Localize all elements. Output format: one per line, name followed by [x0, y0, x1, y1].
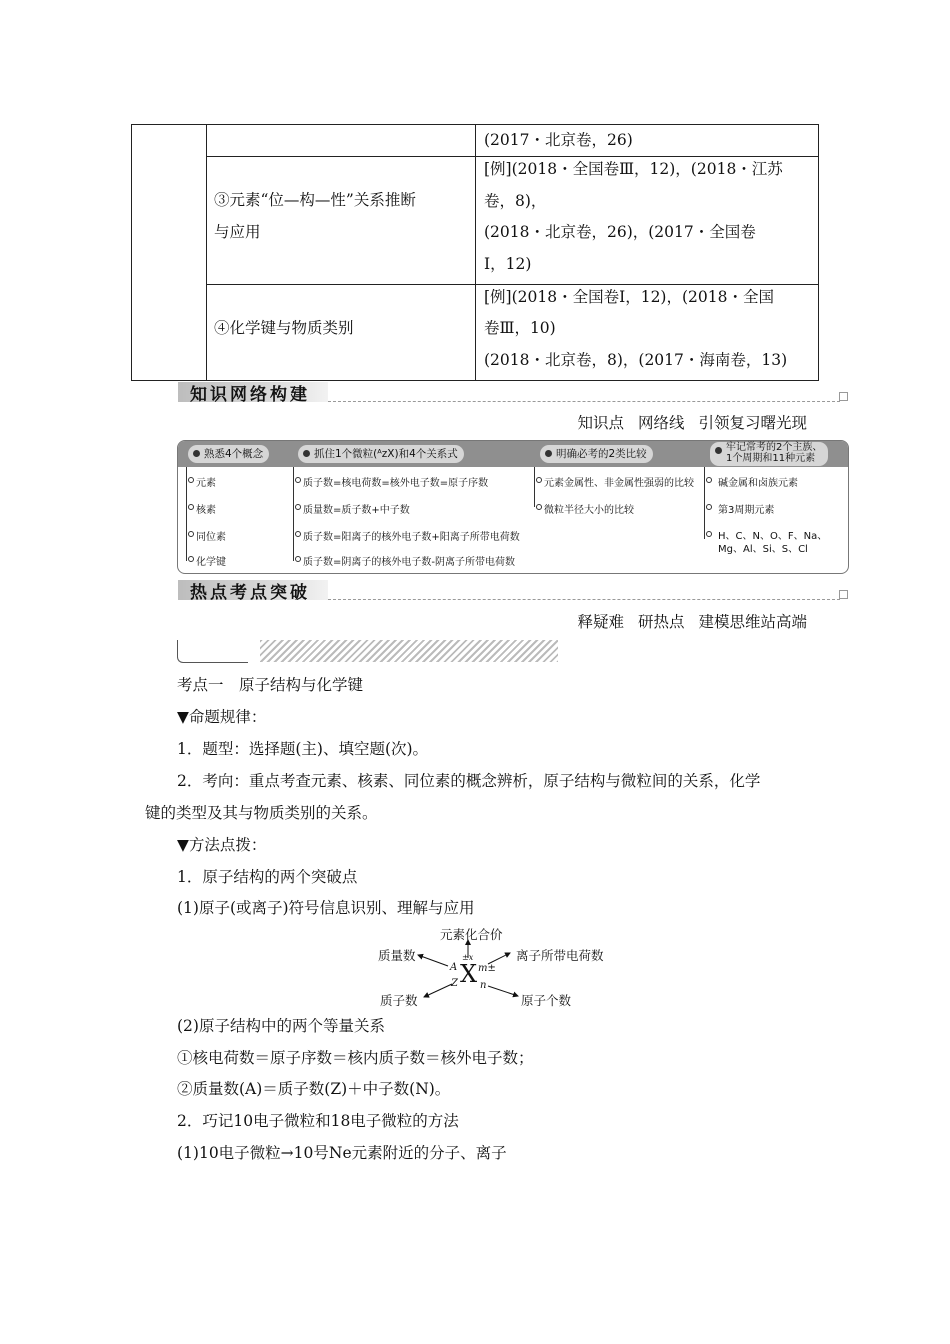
- tree-node: [188, 477, 194, 483]
- subheading: ▼方法点拨：: [177, 836, 267, 854]
- table-cell: 卷Ⅲ，10): [484, 319, 556, 337]
- section-divider: [328, 599, 840, 600]
- tree-node: [706, 504, 712, 510]
- paragraph: 1．原子结构的两个突破点: [177, 868, 358, 886]
- network-item: 质量数=质子数+中子数: [303, 505, 410, 516]
- topic-heading: 考点一 原子结构与化学键: [177, 676, 364, 694]
- network-col-head: [710, 442, 828, 466]
- tree-node: [188, 504, 194, 510]
- subtitle-part: 网络线: [637, 414, 685, 432]
- tree-line: [186, 467, 187, 561]
- table-cell: ③元素“位—构—性”关系推断: [214, 191, 416, 209]
- network-item: 微粒半径大小的比较: [544, 505, 634, 516]
- section-divider: [328, 401, 840, 402]
- network-col-head-line: 牢记常考的2个主族、: [726, 442, 823, 453]
- valence-sup: ±x: [462, 953, 474, 962]
- network-item: 核素: [196, 505, 216, 516]
- table-cell: ④化学键与物质类别: [214, 319, 354, 337]
- paragraph: ①核电荷数＝原子序数＝核内质子数＝核外电子数；: [177, 1049, 534, 1067]
- table-line: [818, 124, 819, 381]
- section-subtitle: [563, 411, 807, 433]
- diagram-label-left-bottom: 质子数: [380, 993, 418, 1008]
- tree-node: [295, 477, 301, 483]
- table-cell: 与应用: [214, 223, 261, 241]
- network-item: 同位素: [196, 532, 226, 543]
- paragraph: (2)原子结构中的两个等量关系: [177, 1017, 385, 1035]
- section-header-knowledge: [178, 382, 848, 406]
- tree-node: [295, 556, 301, 562]
- mass-number-sup: A: [450, 962, 458, 973]
- table-cell: Ⅰ，12): [484, 255, 532, 273]
- subtitle-part: 建模思维站高端: [698, 613, 807, 631]
- network-item: Mg、Al、Si、S、Cl: [718, 544, 808, 555]
- network-item: 元素: [196, 478, 216, 489]
- paragraph: ②质量数(A)＝质子数(Z)＋中子数(N)。: [177, 1080, 451, 1098]
- network-item: 质子数=阴离子的核外电子数-阴离子所带电荷数: [303, 557, 515, 568]
- subtitle-part: 释疑难: [577, 613, 624, 631]
- charge-sup: m±: [478, 963, 496, 974]
- subheading: ▼命题规律：: [177, 708, 267, 726]
- subtitle-part: 研热点: [637, 613, 685, 631]
- paragraph: 2．考向：重点考查元素、核素、同位素的概念辨析，原子结构与微粒间的关系，化学: [177, 772, 761, 790]
- subtitle-part: 知识点: [577, 414, 624, 432]
- network-item: 第3周期元素: [718, 505, 775, 516]
- network-item: 元素金属性、非金属性强弱的比较: [544, 478, 694, 489]
- table-line: [206, 124, 207, 381]
- tree-node: [706, 477, 712, 483]
- tree-line: [293, 467, 294, 561]
- table-cell: [例](2018・全国卷Ⅰ，12)，(2018・全国: [484, 288, 774, 306]
- table-cell: (2018・北京卷，8)，(2017・海南卷，13): [484, 351, 788, 369]
- table-cell: [例](2018・全国卷Ⅲ，12)，(2018・江苏: [484, 160, 783, 178]
- table-line: [475, 124, 476, 381]
- corner-box-icon: [839, 392, 848, 401]
- atomic-number-sub: Z: [451, 978, 458, 989]
- tree-node: [188, 531, 194, 537]
- table-cell: (2017・北京卷，26): [484, 131, 633, 149]
- heading-bracket: [177, 640, 248, 663]
- tree-node: [536, 477, 542, 483]
- paragraph: (1)原子(或离子)符号信息识别、理解与应用: [177, 899, 475, 917]
- corner-box-icon: [839, 590, 848, 599]
- section-header-hotspot: [178, 580, 848, 604]
- paragraph: 键的类型及其与物质类别的关系。: [145, 804, 378, 822]
- network-col-head: 明确必考的2类比较: [540, 445, 653, 463]
- section-title: 热点考点突破: [190, 583, 310, 603]
- diagram-label-top: 元素化合价: [440, 927, 503, 942]
- tree-node: [295, 504, 301, 510]
- count-sub: n: [480, 980, 487, 991]
- heading-stripe: [260, 640, 558, 662]
- network-item: 化学键: [196, 557, 226, 568]
- tree-line: [704, 467, 705, 539]
- element-symbol: X: [460, 960, 478, 988]
- network-col-head-line: 1个周期和11种元素: [726, 453, 816, 464]
- network-item: 质子数=核电荷数=核外电子数=原子序数: [303, 478, 489, 489]
- knowledge-network: [177, 440, 849, 574]
- paragraph: 2．巧记10电子微粒和18电子微粒的方法: [177, 1112, 459, 1130]
- tree-line: [534, 467, 535, 507]
- tree-node: [706, 531, 712, 537]
- diagram-label-left-top: 质量数: [378, 948, 416, 963]
- network-col-head: 抓住1个微粒(ᴬᴢX)和4个关系式: [298, 445, 464, 463]
- network-item: 碱金属和卤族元素: [718, 478, 798, 489]
- section-subtitle: [563, 610, 807, 632]
- subtitle-part: 引领复习曙光现: [698, 414, 807, 432]
- table-line: [131, 124, 132, 381]
- network-item: H、C、N、O、F、Na、: [718, 531, 828, 542]
- table-cell: 卷，8)，: [484, 192, 547, 210]
- network-item: 质子数=阳离子的核外电子数+阳离子所带电荷数: [303, 532, 520, 543]
- tree-node: [295, 531, 301, 537]
- section-title: 知识网络构建: [190, 385, 310, 405]
- diagram-label-right-bottom: 原子个数: [521, 993, 572, 1008]
- network-col-head: 熟悉4个概念: [188, 445, 269, 463]
- tree-node: [188, 556, 194, 562]
- paragraph: 1．题型：选择题(主)、填空题(次)。: [177, 740, 429, 758]
- tree-node: [536, 504, 542, 510]
- table-cell: (2018・北京卷，26)，(2017・全国卷: [484, 223, 756, 241]
- diagram-label-right-top: 离子所带电荷数: [516, 948, 604, 963]
- paragraph: (1)10电子微粒→10号Ne元素附近的分子、离子: [177, 1144, 507, 1162]
